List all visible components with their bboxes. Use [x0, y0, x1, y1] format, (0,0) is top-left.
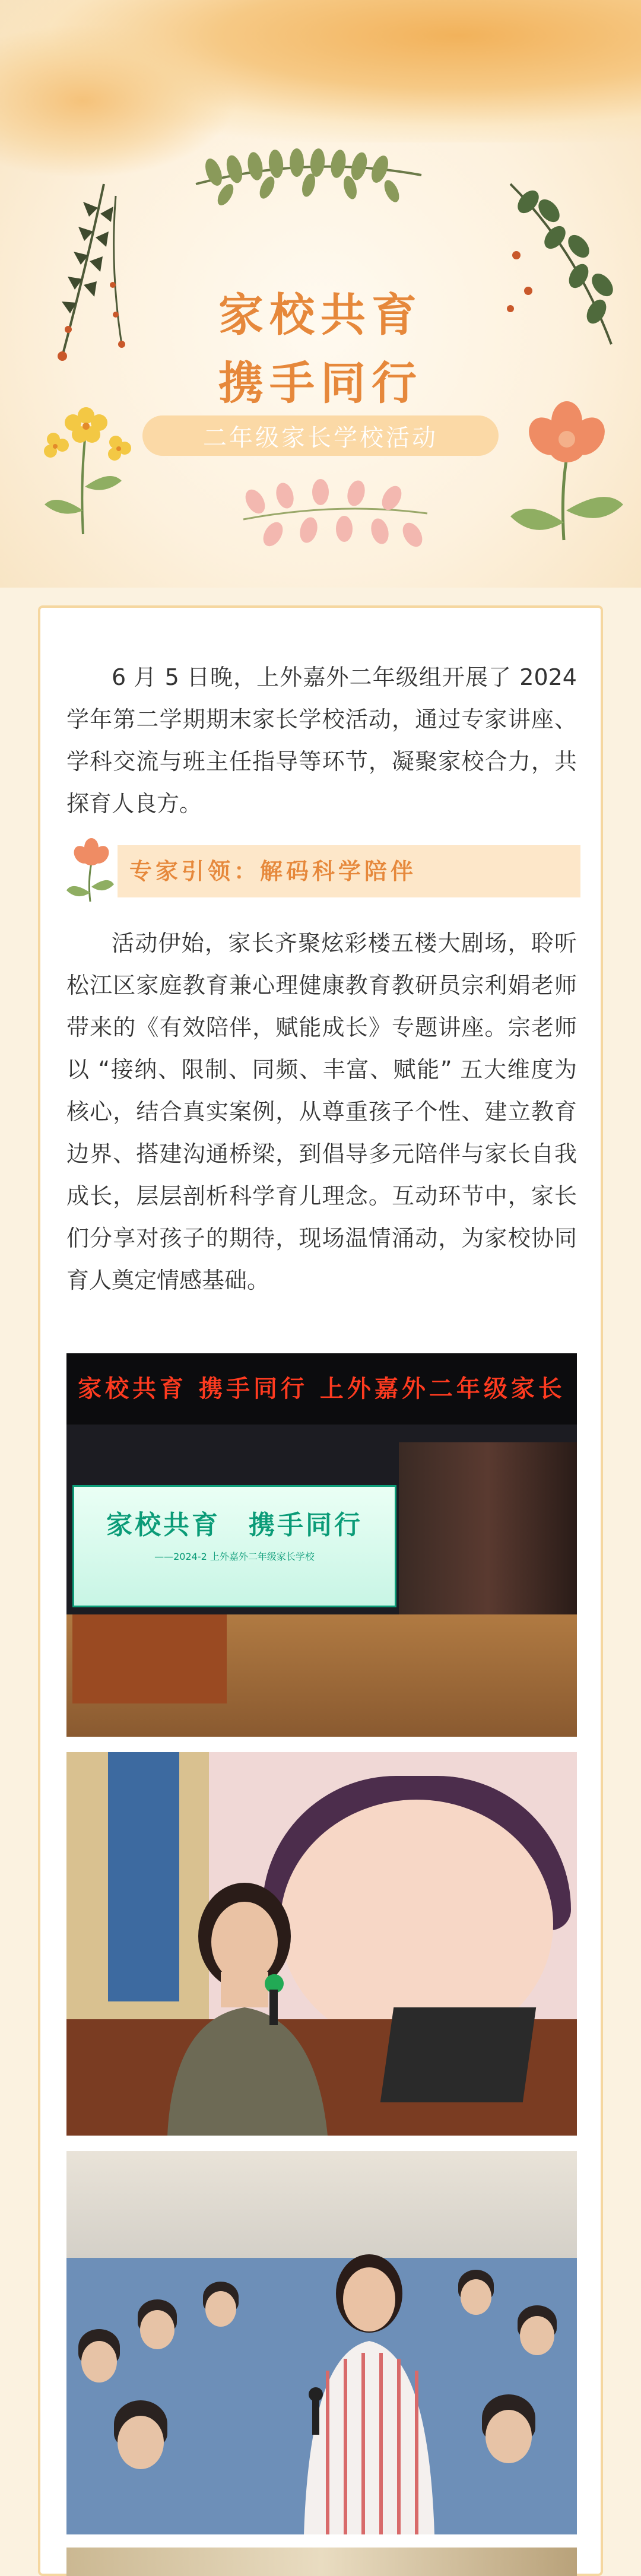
content-card	[38, 605, 603, 2576]
header-banner	[0, 0, 641, 588]
page-subtitle: 二年级家长学校活动	[203, 424, 438, 452]
podium	[72, 1614, 227, 1703]
speaker-photo	[66, 1752, 577, 2136]
speaker-figure	[156, 1865, 334, 2136]
page-title-line2: 携手同行	[218, 357, 423, 410]
screen-title: 家校共育 携手同行	[106, 1510, 363, 1540]
yellow-flower-icon	[33, 392, 134, 540]
page-title-line1: 家校共育	[218, 288, 423, 341]
next-photo	[66, 2548, 577, 2576]
petal-sprig-icon	[237, 478, 433, 555]
subtitle-pill	[142, 415, 499, 456]
section-paragraph: 活动伊始，家长齐聚炫彩楼五楼大剧场，聆听松江区家庭教育兼心理健康教育教研员宗利娟老师带来的《有效陪伴，赋能成长》专题讲座。宗老师以 “接纳、限制、同频、丰富、赋能” 五大维度为核心，结合真实案例，从尊重孩子个性、建立教育边界、搭建沟通桥梁，到倡导多元陪伴与家长自我成长，层层剖析科学育儿理念。互动环节中，家长们分享对孩子的期待，现场温情涌动，为家校协同育人奠定情感基础。	[66, 930, 577, 1293]
projection-screen	[72, 1485, 396, 1607]
orange-flower-icon	[504, 392, 629, 546]
parent-speaking-figure	[292, 2240, 446, 2534]
auditorium-photo	[66, 1353, 577, 1737]
intro-paragraph: 6 月 5 日晚，上外嘉外二年级组开展了 2024 学年第二学期期末家长学校活动，通过专家讲座、学科交流与班主任指导等环节，凝聚家校合力，共探育人良方。	[66, 664, 577, 817]
screen-subtitle: ——2024-2 上外嘉外二年级家长学校	[154, 1551, 315, 1562]
audience-photo	[66, 2151, 577, 2534]
flower-icon	[64, 833, 116, 905]
leaf-garland-icon	[190, 142, 427, 208]
section-title: 专家引领：解码科学陪伴	[129, 858, 417, 884]
photo-banner-text: 家校共育 携手同行 上外嘉外二年级家长	[78, 1375, 566, 1403]
laptop	[380, 2007, 536, 2102]
